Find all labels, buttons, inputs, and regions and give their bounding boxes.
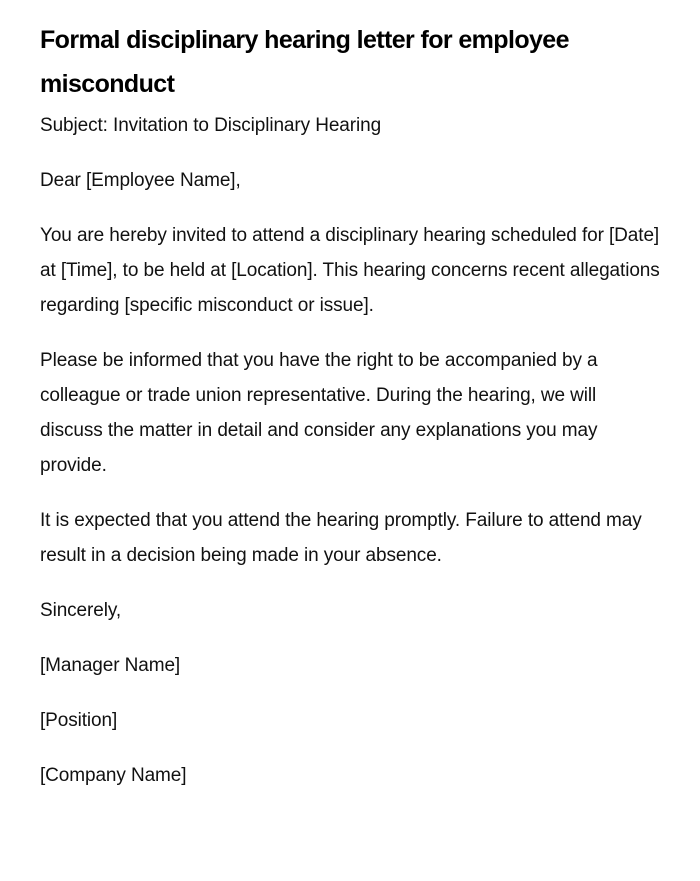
body-paragraph-3: It is expected that you attend the hearing promptly. Failure to attend may result in a decision being made in your absence.: [40, 510, 642, 566]
signature-position: [Position]: [40, 710, 118, 731]
document-title: Formal disciplinary hearing letter for employee misconduct: [40, 26, 569, 98]
subject-line: Subject: Invitation to Disciplinary Hearing: [40, 115, 382, 136]
body-paragraph-1: You are hereby invited to attend a disciplinary hearing scheduled for [Date] at [Time], to be held at [Location]. This hearing concerns recent allegations regarding [specific misconduct or issue].: [40, 225, 660, 316]
closing: Sincerely,: [40, 600, 122, 621]
salutation: Dear [Employee Name],: [40, 170, 241, 191]
signature-name: [Manager Name]: [40, 655, 181, 676]
body-paragraph-2: Please be informed that you have the right to be accompanied by a colleague or trade union representative. During the hearing, we will discuss the matter in detail and consider any explanations you may provide.: [40, 350, 598, 476]
signature-company: [Company Name]: [40, 765, 187, 786]
